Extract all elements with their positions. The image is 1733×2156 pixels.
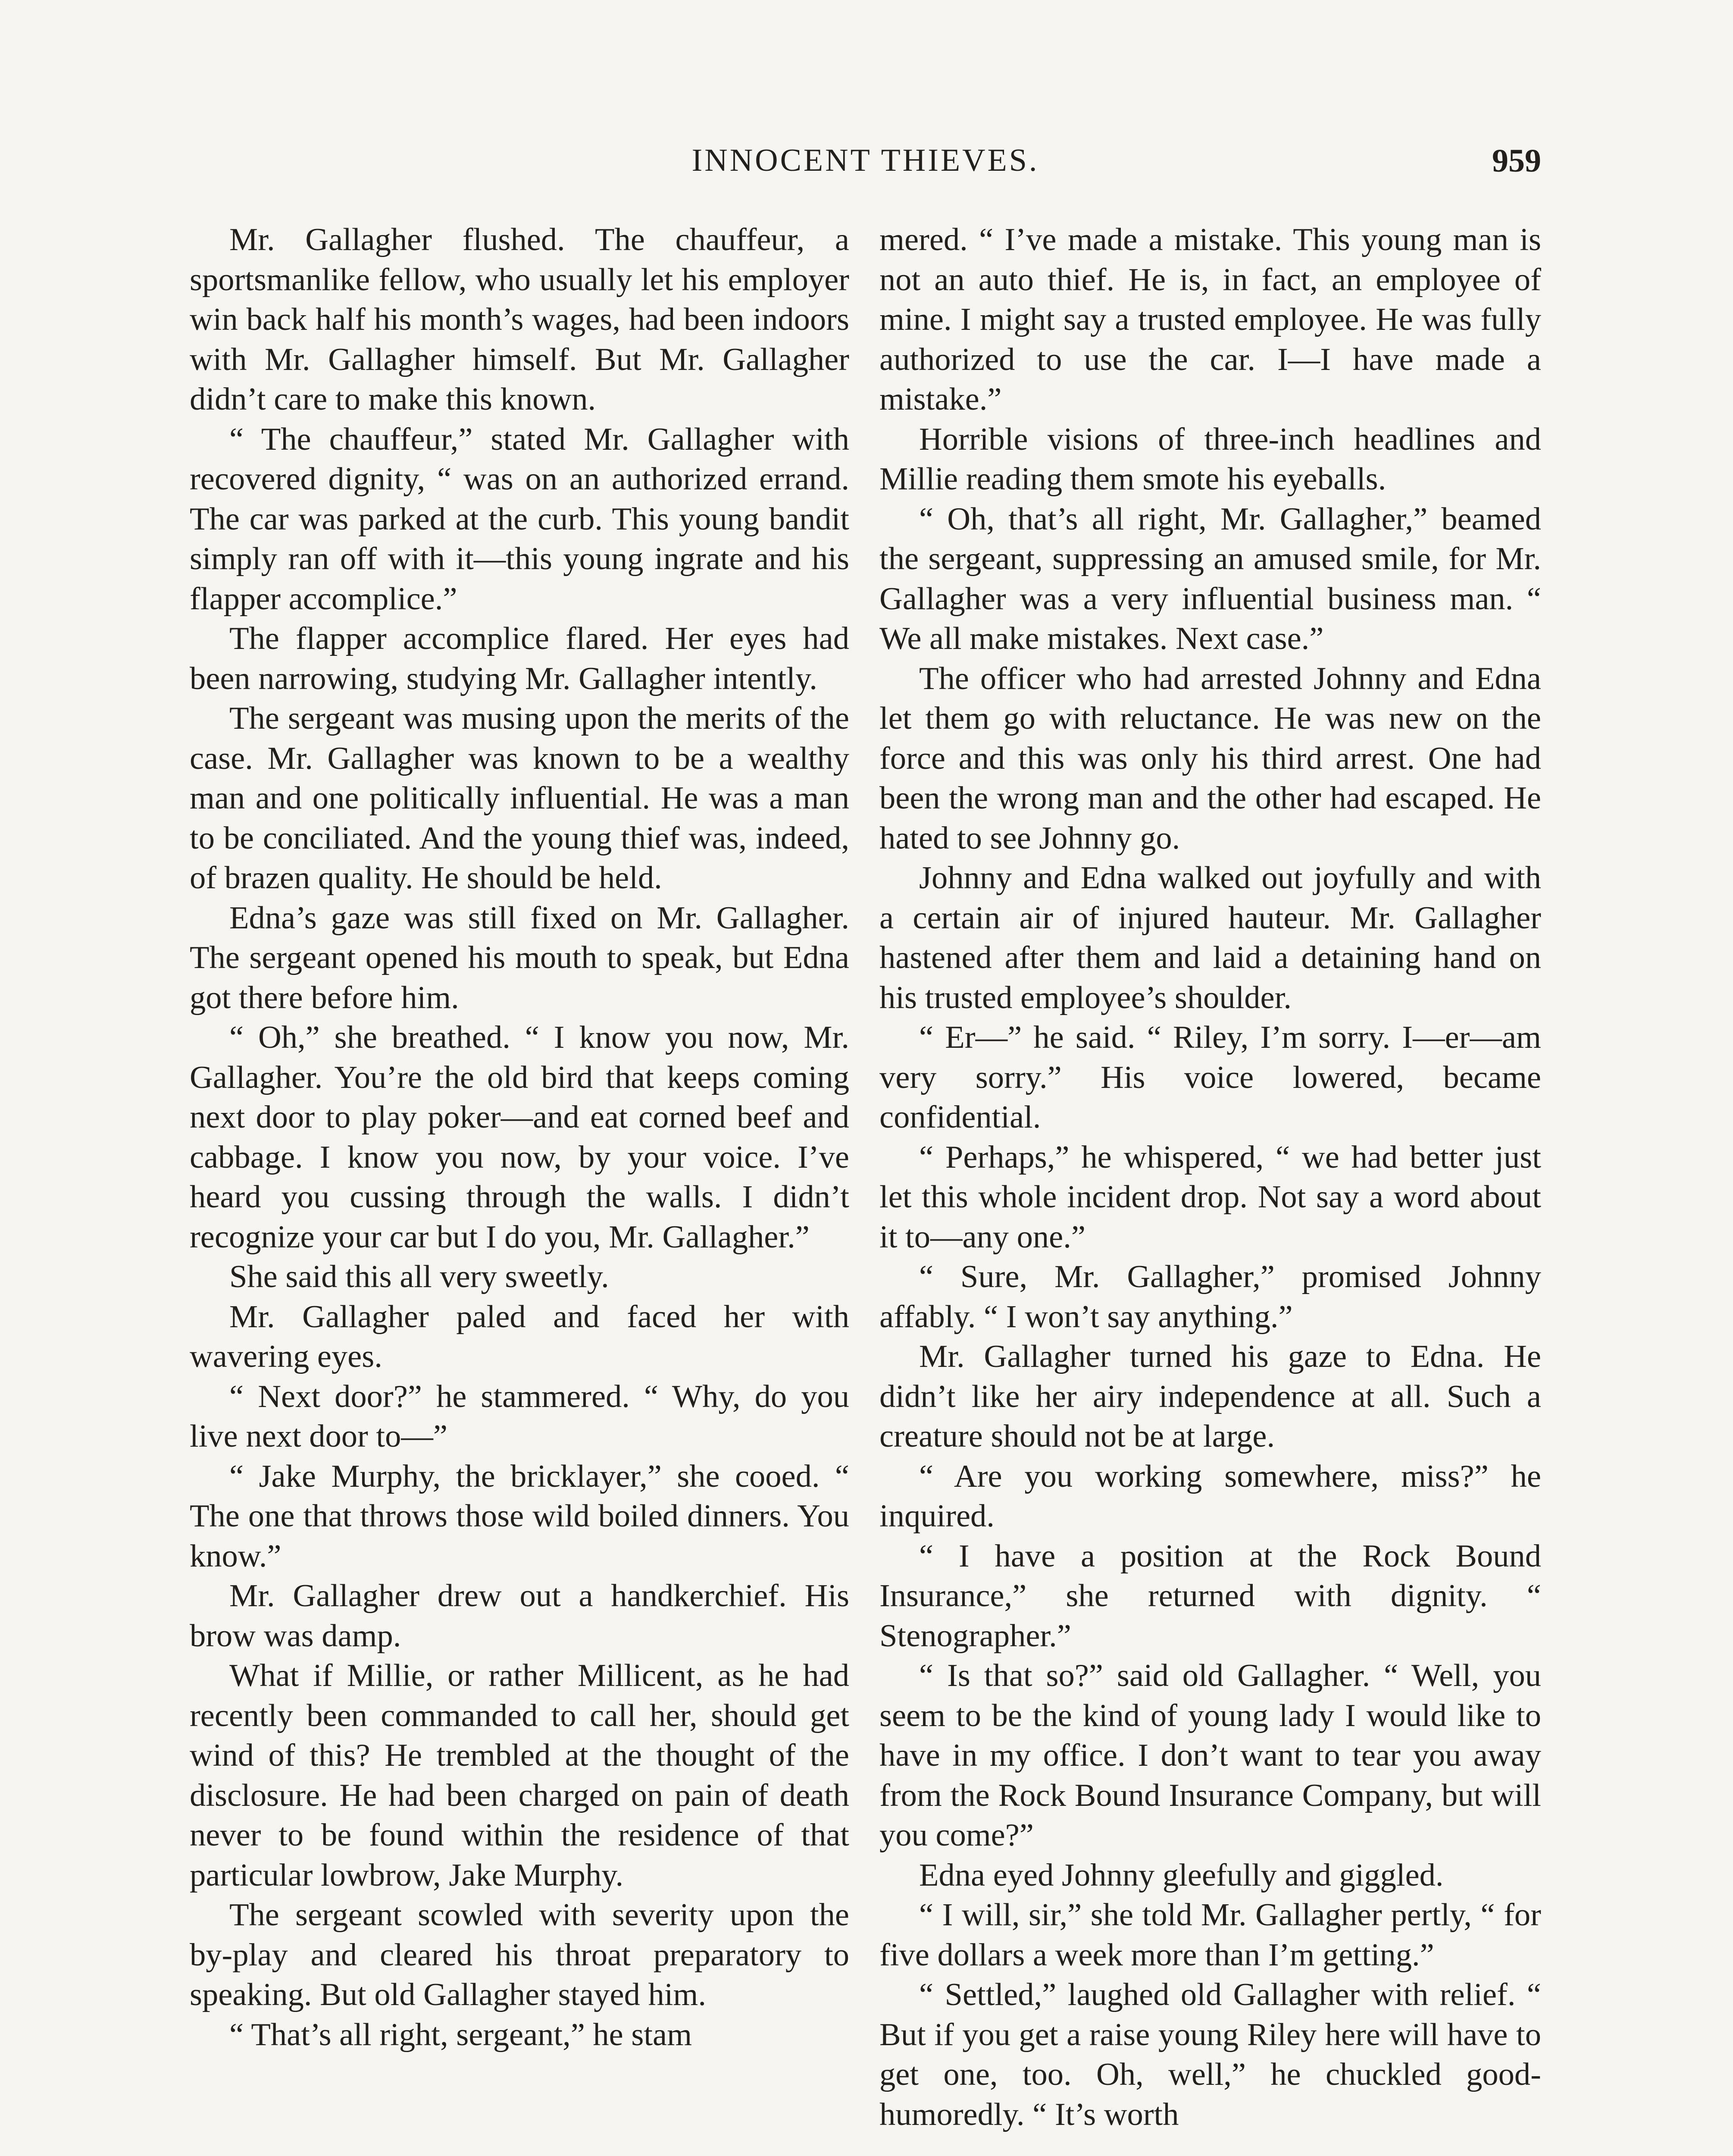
paragraph: “ Perhaps,” he whispered, “ we had better just let this whole incident drop. Not say a word about it to—any one.” [879, 1139, 1541, 1255]
page-header [190, 142, 1541, 185]
paragraph: Johnny and Edna walked out joyfully and with a certain air of injured hauteur. Mr. Gallagher hastened after them and laid a detaining hand on his trusted employee’s shoulder. [879, 860, 1541, 1015]
paragraph: Mr. Gallagher paled and faced her with wavering eyes. [190, 1299, 849, 1374]
paragraph: Mr. Gallagher flushed. The chauffeur, a sportsmanlike fellow, who usually let his employer win back half his month’s wages, had been indoors with Mr. Gallagher himself. But Mr. Gallagher didn’t care to make this known. [190, 222, 849, 417]
paragraph: “ Oh, that’s all right, Mr. Gallagher,” beamed the sergeant, suppressing an amused smile, for Mr. Gallagher was a very influential business man. “ We all make mistakes. Next case.” [879, 501, 1541, 656]
paragraph: “ Is that so?” said old Gallagher. “ Well, you seem to be the kind of young lady I would like to have in my office. I don’t want to tear you away from the Rock Bound Insurance Company, but will you come?” [879, 1658, 1541, 1853]
paragraph: What if Millie, or rather Millicent, as he had recently been commanded to call her, should get wind of this? He trembled at the thought of the disclosure. He had been charged on pain of death never to be found within the residence of that particular lowbrow, Jake Murphy. [190, 1658, 849, 1893]
paragraph-continued: mered. “ I’ve made a mistake. This young man is not an auto thief. He is, in fact, an employee of mine. I might say a trusted employee. He was fully authorized to use the car. I—I have made a mistake.” [879, 222, 1541, 417]
paragraph: “ Er—” he said. “ Riley, I’m sorry. I—er—am very sorry.” His voice lowered, became confidential. [879, 1020, 1541, 1135]
right-column [879, 220, 1541, 2134]
paragraph: “ I will, sir,” she told Mr. Gallagher pertly, “ for five dollars a week more than I’m getting.” [879, 1897, 1541, 1973]
paragraph: “ Oh,” she breathed. “ I know you now, Mr. Gallagher. You’re the old bird that keeps coming next door to play poker—and eat corned beef and cabbage. I know you now, by your voice. I’ve heard you cussing through the walls. I didn’t recognize your car but I do you, Mr. Gallagher.” [190, 1020, 849, 1255]
paragraph: The sergeant was musing upon the merits of the case. Mr. Gallagher was known to be a wealthy man and one politically influential. He was a man to be conciliated. And the young thief was, indeed, of brazen quality. He should be held. [190, 701, 849, 896]
left-column [190, 220, 849, 2055]
paragraph: “ I have a position at the Rock Bound Insurance,” she returned with dignity. “ Stenographer.” [879, 1538, 1541, 1654]
paragraph: The officer who had arrested Johnny and Edna let them go with reluctance. He was new on the force and this was only his third arrest. One had been the wrong man and the other had escaped. He hated to see Johnny go. [879, 661, 1541, 856]
paragraph: The sergeant scowled with severity upon the by-play and cleared his throat preparatory to speaking. But old Gallagher stayed him. [190, 1897, 849, 2012]
paragraph: “ Jake Murphy, the bricklayer,” she cooed. “ The one that throws those wild boiled dinners. You know.” [190, 1458, 849, 1574]
paragraph: “ Are you working somewhere, miss?” he inquired. [879, 1458, 1541, 1534]
page-number: 959 [1492, 143, 1541, 179]
paragraph: Horrible visions of three-inch headlines and Millie reading them smote his eyeballs. [879, 421, 1541, 497]
paragraph: Mr. Gallagher turned his gaze to Edna. He didn’t like her airy independence at all. Such a creature should not be at large. [879, 1339, 1541, 1454]
running-title: INNOCENT THIEVES. [691, 143, 1039, 178]
paragraph: Mr. Gallagher drew out a handkerchief. His brow was damp. [190, 1578, 849, 1654]
paragraph: “ That’s all right, sergeant,” he stam [229, 2017, 692, 2053]
paragraph: “ The chauffeur,” stated Mr. Gallagher with recovered dignity, “ was on an authorized errand. The car was parked at the curb. This young bandit simply ran off with it—this young ingrate and his flapper accomplice.” [190, 421, 849, 617]
paragraph: “ Sure, Mr. Gallagher,” promised Johnny affably. “ I won’t say anything.” [879, 1259, 1541, 1335]
paragraph: Edna eyed Johnny gleefully and giggled. [919, 1857, 1444, 1893]
paragraph: “ Settled,” laughed old Gallagher with relief. “ But if you get a raise young Riley here will have to get one, too. Oh, well,” he chuckled good-humoredly. “ It’s worth [879, 1977, 1541, 2132]
paragraph: The flapper accomplice flared. Her eyes had been narrowing, studying Mr. Gallagher intently. [190, 621, 849, 696]
paragraph: Edna’s gaze was still fixed on Mr. Gallagher. The sergeant opened his mouth to speak, but Edna got there before him. [190, 900, 849, 1015]
paragraph: “ Next door?” he stammered. “ Why, do you live next door to—” [190, 1379, 849, 1454]
paragraph: She said this all very sweetly. [229, 1259, 609, 1294]
